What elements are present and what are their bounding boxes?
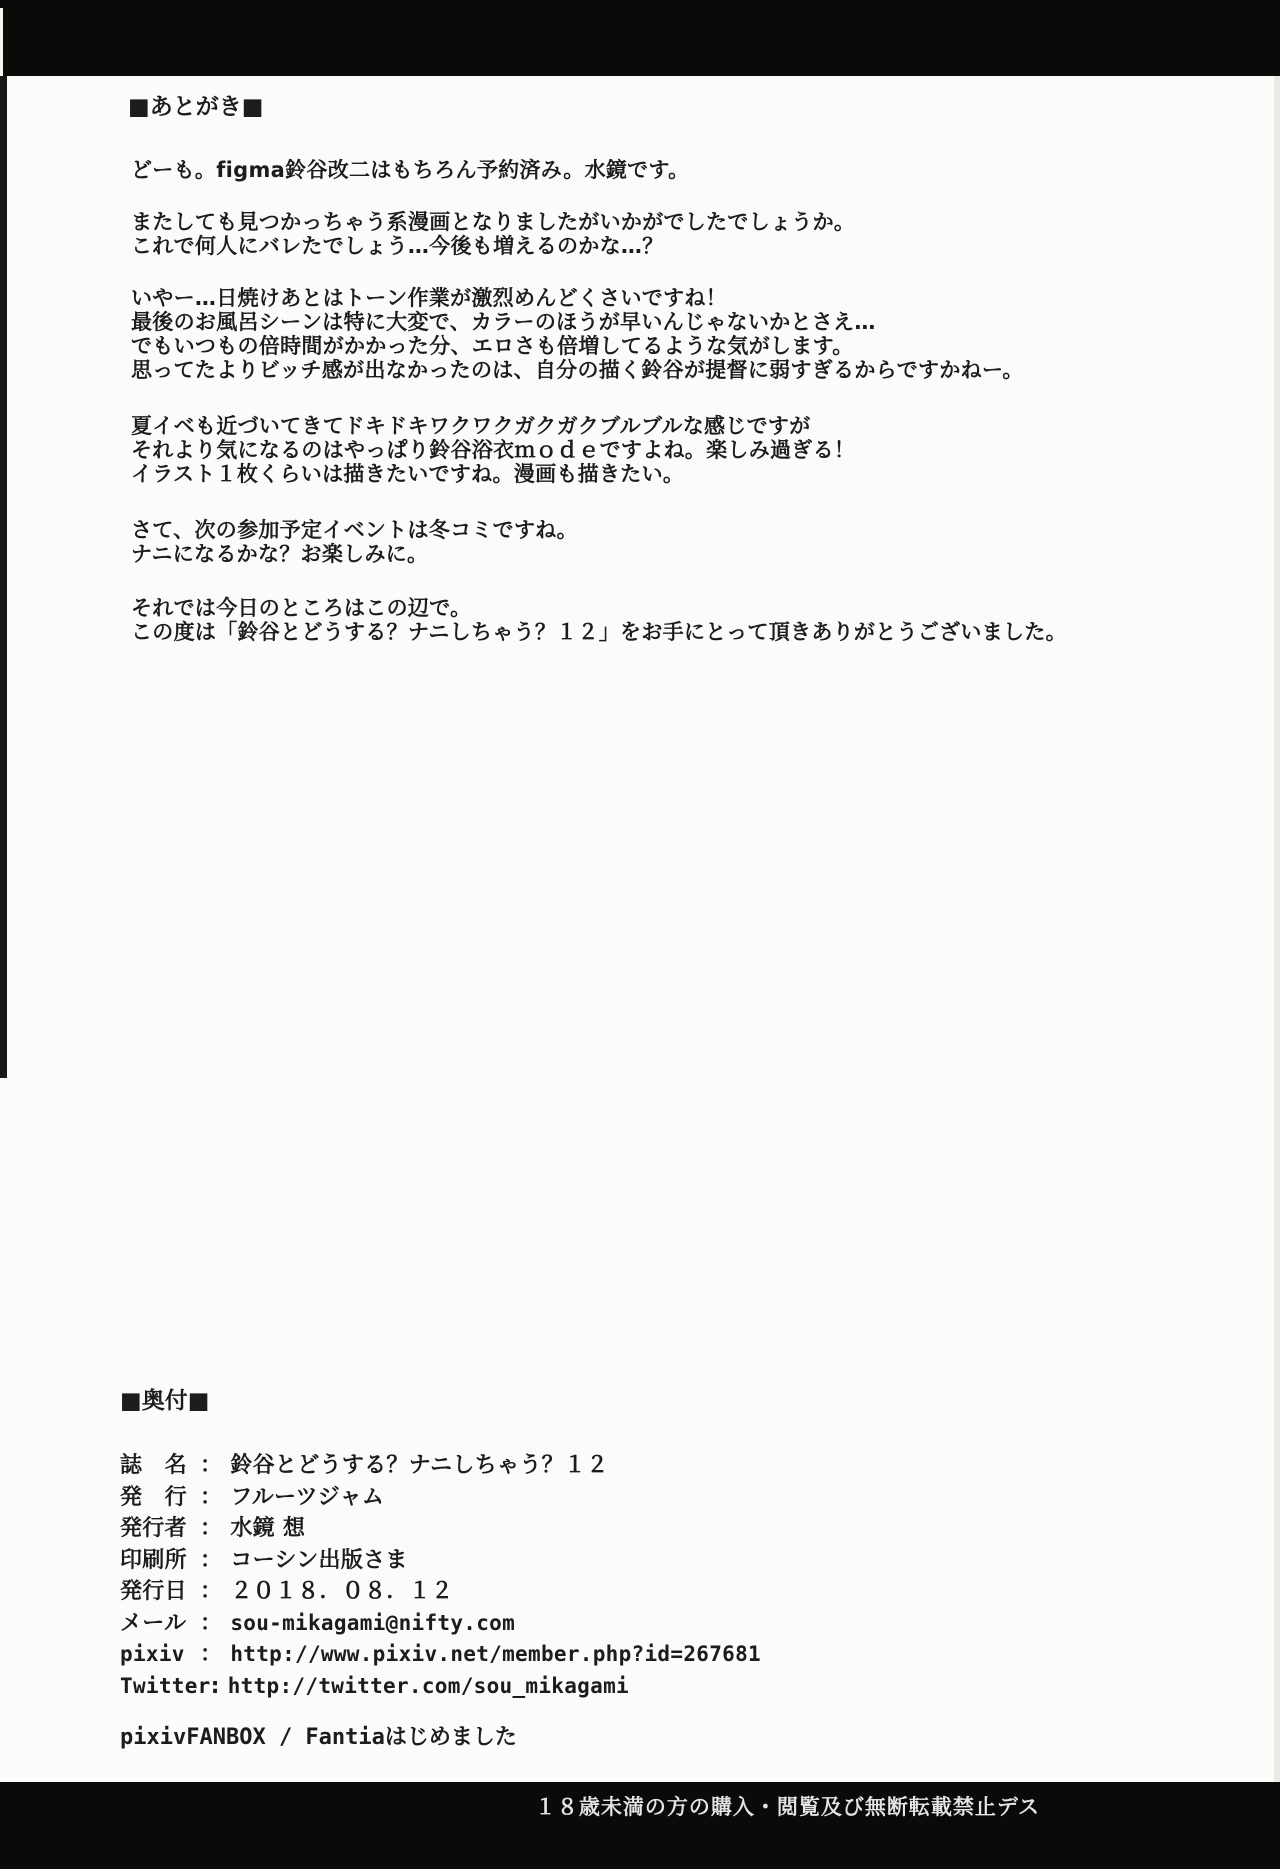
afterword-paragraph-3 <box>131 286 1024 382</box>
afterword-paragraph-6 <box>131 596 1067 644</box>
colophon-separator: : <box>210 1673 220 1699</box>
afterword-paragraph-1 <box>131 158 689 182</box>
colophon-row-date <box>120 1576 761 1608</box>
afterword-line: どーも。figma鈴谷改二はもちろん予約済み。水鏡です。 <box>131 158 690 182</box>
colophon-label: pixiv <box>120 1642 185 1666</box>
colophon-row-publisher <box>120 1482 761 1514</box>
afterword-line: さて、次の参加予定イベントは冬コミですね。 <box>131 518 578 542</box>
afterword-line: それより気になるのはやっぱり鈴谷浴衣ｍｏｄｅですよね。楽しみ過ぎる！ <box>131 438 856 462</box>
afterword-paragraph-2 <box>131 210 855 258</box>
colophon-value: フルーツジャム <box>230 1484 385 1510</box>
colophon-label: Twitter <box>120 1673 211 1698</box>
colophon-row-twitter <box>120 1671 761 1703</box>
colophon-value-email: sou-mikagami@nifty.com <box>230 1610 516 1635</box>
colophon-row-email <box>120 1608 761 1640</box>
left-scan-edge <box>0 76 7 1078</box>
afterword-heading: ■あとがき■ <box>128 94 264 120</box>
afterword-line: いやー…日焼けあとはトーン作業が激烈めんどくさいですね！ <box>131 286 727 310</box>
colophon-label: 発行者 <box>120 1516 187 1541</box>
colophon-label: 発 行 <box>120 1484 187 1510</box>
afterword-line: この度は「鈴谷とどうする？ナニしちゃう？１２」をお手にとって頂きありがとうございました。 <box>131 620 1067 644</box>
colophon-value: 水鏡 想 <box>230 1516 306 1541</box>
colophon-label: 誌 名 <box>120 1453 187 1478</box>
afterword-line: 夏イベも近づいてきてドキドキワクワクガクガクブルブルな感じですが <box>131 414 811 438</box>
colophon-label: メール <box>120 1610 187 1636</box>
colophon-separator: ： <box>200 1579 223 1604</box>
colophon-separator: ： <box>200 1642 223 1667</box>
age-restriction-notice: １８歳未満の方の購入・閲覧及び無断転載禁止デス <box>534 1795 1040 1819</box>
colophon-value-pixiv-url: http://www.pixiv.net/member.php?id=267681 <box>230 1642 761 1666</box>
colophon-label: 印刷所 <box>120 1547 187 1573</box>
colophon-separator: ： <box>200 1610 223 1636</box>
scan-edge-sliver <box>0 8 3 76</box>
colophon-note: pixivFANBOX / Fantiaはじめました <box>120 1725 517 1750</box>
afterword-paragraph-4 <box>131 414 855 486</box>
afterword-line: イラスト１枚くらいは描きたいですね。漫画も描きたい。 <box>131 462 685 486</box>
colophon-row-title <box>120 1450 761 1482</box>
afterword-line: 最後のお風呂シーンは特に大変で、カラーのほうが早いんじゃないかとさえ… <box>131 310 876 334</box>
bottom-scan-bar <box>0 1782 1280 1869</box>
colophon-separator: ： <box>200 1547 223 1573</box>
afterword-line: それでは今日のところはこの辺で。 <box>131 596 472 620</box>
colophon-value: 鈴谷とどうする？ナニしちゃう？１２ <box>230 1453 609 1478</box>
colophon-separator: ： <box>200 1453 223 1478</box>
colophon-label: 発行日 <box>120 1579 187 1604</box>
colophon-heading: ■奥付■ <box>120 1388 210 1414</box>
colophon-row-printer <box>120 1545 761 1577</box>
colophon-separator: ： <box>200 1516 223 1541</box>
colophon-value: コーシン出版さま <box>230 1547 408 1573</box>
colophon-row-author <box>120 1513 761 1545</box>
afterword-line: でもいつもの倍時間がかかった分、エロさも倍増してるような気がします。 <box>131 334 854 358</box>
colophon-rows <box>120 1450 761 1702</box>
top-scan-bar <box>0 0 1280 76</box>
afterword-line: またしても見つかっちゃう系漫画となりましたがいかがでしたでしょうか。 <box>131 210 856 234</box>
afterword-line: ナニになるかな？お楽しみに。 <box>131 542 429 566</box>
afterword-line: 思ってたよりビッチ感が出なかったのは、自分の描く鈴谷が提督に弱すぎるからですかねー。 <box>131 358 1024 382</box>
colophon-value: ２０１８．０８．１２ <box>230 1579 454 1604</box>
afterword-paragraph-5 <box>131 518 578 566</box>
colophon-separator: ： <box>200 1484 223 1510</box>
colophon-row-pixiv <box>120 1639 761 1671</box>
right-scan-edge <box>1274 76 1280 1782</box>
colophon-value-twitter-url: http://twitter.com/sou_mikagami <box>227 1673 629 1698</box>
afterword-line: これで何人にバレたでしょう…今後も増えるのかな…？ <box>131 234 664 258</box>
